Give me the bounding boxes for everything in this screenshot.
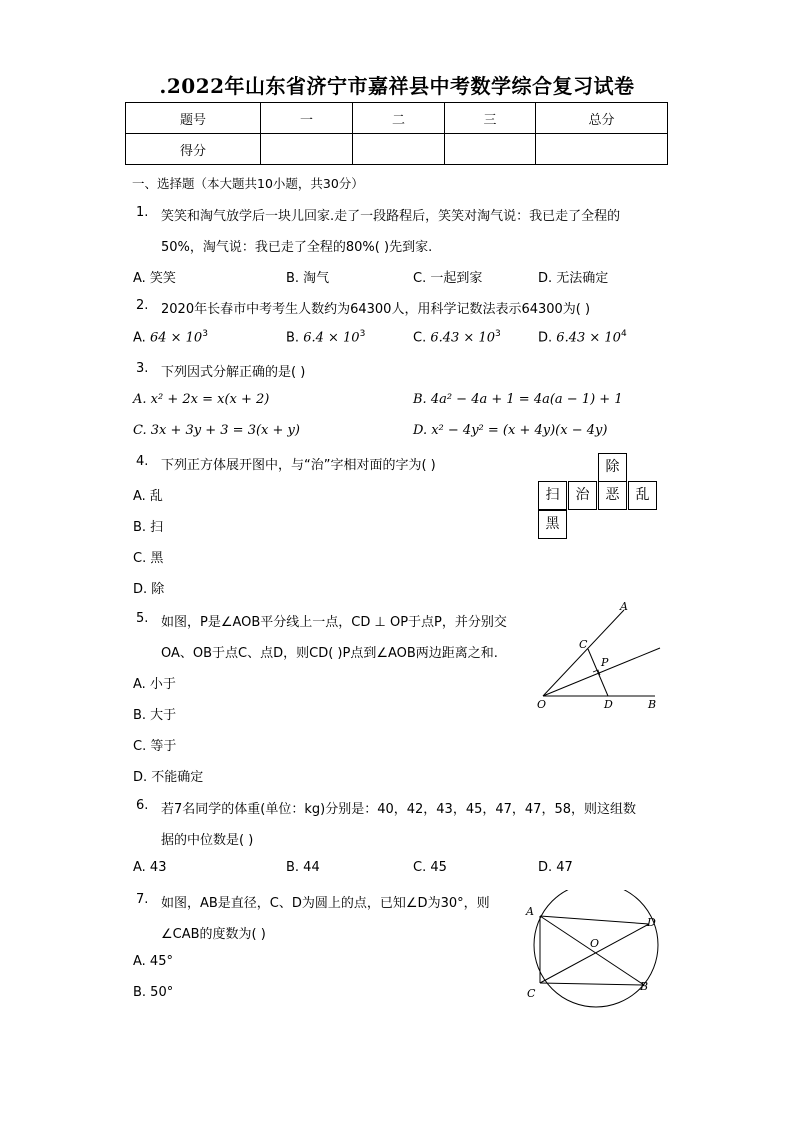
option-math: 6.4 × 10 xyxy=(303,330,360,346)
question-text: 笑笑和淘气放学后一块儿回家.走了一段路程后，笑笑对淘气说：我已走了全程的 xyxy=(161,209,621,224)
option-b[interactable]: B. 淘气 xyxy=(286,271,330,286)
label-c: C xyxy=(579,638,588,651)
label-d: D xyxy=(604,698,613,711)
option-b[interactable] xyxy=(286,329,365,345)
option-exponent: 4 xyxy=(620,329,627,339)
label-c: C xyxy=(527,987,536,1000)
option-exponent: 3 xyxy=(495,329,501,339)
option-b[interactable]: B. 4a² − 4a + 1 = 4a(a − 1) + 1 xyxy=(413,392,623,407)
table-cell: 总分 xyxy=(536,103,668,134)
option-label: A. xyxy=(133,330,146,346)
option-c[interactable] xyxy=(413,329,501,345)
score-table-header-row xyxy=(126,103,668,134)
option-b[interactable]: B. 扫 xyxy=(133,520,164,535)
segment-cd xyxy=(540,924,649,983)
label-a: A xyxy=(526,905,534,918)
question-number: 5. xyxy=(136,611,149,626)
score-cell[interactable] xyxy=(536,134,668,165)
option-a[interactable]: A. 小于 xyxy=(133,677,176,692)
option-d[interactable]: D. 无法确定 xyxy=(538,271,609,286)
option-d[interactable]: D. 47 xyxy=(538,860,573,875)
label-o: O xyxy=(590,937,600,950)
option-a[interactable] xyxy=(133,329,208,345)
question-text: 2020年长春市中考考生人数约为64300人，用科学记数法表示64300为( ) xyxy=(161,302,591,317)
ray-oa xyxy=(543,610,624,696)
question-text: 如图，AB是直径，C、D为圆上的点，已知∠D为30°，则 xyxy=(161,896,490,911)
option-b[interactable]: B. 50° xyxy=(133,985,174,1000)
label-a: A xyxy=(620,600,628,613)
option-d[interactable]: D. 不能确定 xyxy=(133,770,204,785)
label-d: D xyxy=(647,916,656,929)
option-a[interactable]: A. 43 xyxy=(133,860,167,875)
score-cell[interactable] xyxy=(353,134,445,165)
label-b: B xyxy=(648,698,657,711)
question-number: 7. xyxy=(136,892,149,907)
question-text: 下列因式分解正确的是( ) xyxy=(161,365,306,380)
option-c[interactable]: C. 45 xyxy=(413,860,447,875)
question-number: 4. xyxy=(136,454,149,469)
net-cell: 乱 xyxy=(628,481,657,510)
table-cell: 三 xyxy=(445,103,536,134)
option-math: 64 × 10 xyxy=(149,330,203,346)
option-a[interactable]: A. x² + 2x = x(x + 2) xyxy=(133,392,270,407)
question-text: 下列正方体展开图中，与“治”字相对面的字为( ) xyxy=(161,458,436,473)
question-text: 据的中位数是( ) xyxy=(161,833,254,848)
option-label: C. xyxy=(413,330,427,346)
table-cell: 题号 xyxy=(126,103,261,134)
label-b: B xyxy=(640,980,649,993)
option-c[interactable]: C. 一起到家 xyxy=(413,271,483,286)
segment-ad xyxy=(540,916,649,924)
table-cell: 一 xyxy=(261,103,353,134)
question-number: 6. xyxy=(136,798,149,813)
angle-bisector-figure xyxy=(530,598,670,713)
option-d[interactable] xyxy=(538,329,627,345)
question-number: 1. xyxy=(136,205,149,220)
option-label: B. xyxy=(286,330,300,346)
circle-figure xyxy=(520,890,670,1010)
net-cell: 治 xyxy=(568,481,597,510)
table-cell: 二 xyxy=(353,103,445,134)
option-label: D. xyxy=(538,330,553,346)
option-math: 6.43 × 10 xyxy=(556,330,621,346)
option-b[interactable]: B. 44 xyxy=(286,860,320,875)
option-exponent: 3 xyxy=(359,329,366,339)
score-cell[interactable] xyxy=(261,134,353,165)
question-text: OA、OB于点C、点D，则CD( )P点到∠AOB两边距离之和. xyxy=(161,646,498,661)
segment-cb xyxy=(540,983,644,985)
question-number: 2. xyxy=(136,298,149,313)
table-cell: 得分 xyxy=(126,134,261,165)
question-number: 3. xyxy=(136,361,149,376)
option-exponent: 3 xyxy=(202,329,208,339)
option-math: 6.43 × 10 xyxy=(430,330,496,346)
score-table-score-row xyxy=(126,134,668,165)
question-text: 50%，淘气说：我已走了全程的80%( )先到家. xyxy=(161,240,433,255)
option-d[interactable]: D. 除 xyxy=(133,582,165,597)
question-text: 如图，P是∠AOB平分线上一点，CD ⊥ OP于点P，并分别交 xyxy=(161,615,507,630)
score-table xyxy=(125,102,668,165)
section-heading: 一、选择题（本大题共10小题，共30分） xyxy=(132,176,364,191)
net-cell: 恶 xyxy=(598,481,627,510)
net-cell: 黑 xyxy=(538,510,567,539)
question-text: 若7名同学的体重(单位：kg)分别是：40，42，43，45，47，47，58，则这组数 xyxy=(161,802,636,817)
question-text: ∠CAB的度数为( ) xyxy=(161,927,266,942)
option-d[interactable]: D. x² − 4y² = (x + 4y)(x − 4y) xyxy=(413,423,608,438)
net-cell: 扫 xyxy=(538,481,567,510)
option-a[interactable]: A. 笑笑 xyxy=(133,271,176,286)
option-a[interactable]: A. 45° xyxy=(133,954,173,969)
option-c[interactable]: C. 等于 xyxy=(133,739,177,754)
label-o: O xyxy=(537,698,547,711)
net-cell: 除 xyxy=(598,453,627,482)
option-a[interactable]: A. 乱 xyxy=(133,489,163,504)
option-c[interactable]: C. 3x + 3y + 3 = 3(x + y) xyxy=(133,423,300,438)
page-title: .2022年山东省济宁市嘉祥县中考数学综合复习试卷 xyxy=(159,74,635,98)
score-cell[interactable] xyxy=(445,134,536,165)
label-p: P xyxy=(601,656,609,669)
option-c[interactable]: C. 黑 xyxy=(133,551,164,566)
option-b[interactable]: B. 大于 xyxy=(133,708,177,723)
